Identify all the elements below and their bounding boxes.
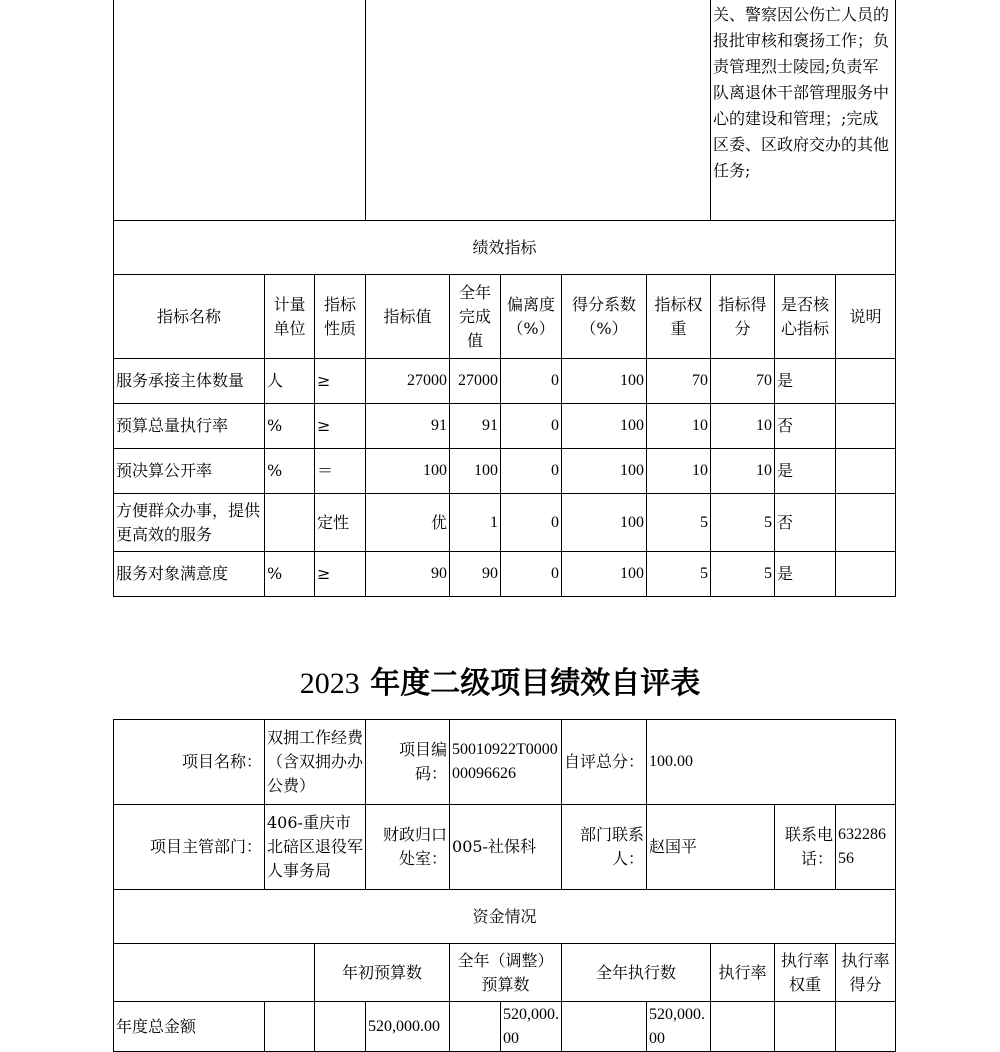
indicator-unit: % [265, 449, 315, 494]
header-initial-budget: 年初预算数 [315, 944, 450, 1002]
page-title [0, 660, 1000, 708]
blank-cell [265, 1002, 315, 1052]
header-execution-rate: 执行率 [711, 944, 775, 1002]
header-adjusted-budget: 全年（调整）预算数 [450, 944, 562, 1002]
indicator-score: 70 [711, 359, 775, 404]
indicator-coef: 100 [562, 359, 647, 404]
header-core: 是否核心指标 [775, 275, 836, 359]
blank-cell [562, 1002, 647, 1052]
table-row [114, 1002, 896, 1052]
header-rate-score: 执行率得分 [836, 944, 896, 1002]
indicator-deviation: 0 [501, 404, 562, 449]
header-score: 指标得分 [711, 275, 775, 359]
indicator-note [836, 494, 896, 552]
indicator-deviation: 0 [501, 359, 562, 404]
indicator-nature: 定性 [315, 494, 366, 552]
project-self-evaluation-table [113, 719, 896, 1052]
indicator-nature: ≥ [315, 359, 366, 404]
blank-cell [366, 0, 711, 221]
indicator-unit: % [265, 404, 315, 449]
header-nature: 指标性质 [315, 275, 366, 359]
self-score-label: 自评总分： [562, 720, 647, 805]
indicator-name: 服务对象满意度 [114, 552, 265, 597]
title-text: 年度二级项目绩效自评表 [359, 666, 701, 701]
indicator-unit [265, 494, 315, 552]
indicator-actual: 1 [450, 494, 501, 552]
total-initial: 520,000.00 [366, 1002, 450, 1052]
header-actual: 全年完成值 [450, 275, 501, 359]
header-deviation: 偏离度（%） [501, 275, 562, 359]
total-label: 年度总金额 [114, 1002, 265, 1052]
indicator-value: 90 [366, 552, 450, 597]
indicator-nature: ＝ [315, 449, 366, 494]
indicator-core: 是 [775, 552, 836, 597]
total-adjusted: 520,000.00 [501, 1002, 562, 1052]
indicator-name: 预算总量执行率 [114, 404, 265, 449]
header-row [114, 275, 896, 359]
indicator-unit: % [265, 552, 315, 597]
indicator-value: 91 [366, 404, 450, 449]
blank-cell [450, 1002, 501, 1052]
phone-label: 联系电话： [775, 805, 836, 890]
indicator-score: 10 [711, 449, 775, 494]
indicator-actual: 91 [450, 404, 501, 449]
contact: 赵国平 [647, 805, 775, 890]
dept: 406-重庆市北碚区退役军人事务局 [265, 805, 366, 890]
indicator-note [836, 552, 896, 597]
indicator-value: 优 [366, 494, 450, 552]
blank-cell [114, 944, 315, 1002]
self-score: 100.00 [647, 720, 896, 805]
table-row [114, 449, 896, 494]
indicator-weight: 10 [647, 404, 711, 449]
performance-indicator-table [113, 0, 896, 597]
fund-header-row [114, 944, 896, 1002]
dept-info-row [114, 805, 896, 890]
indicator-note [836, 359, 896, 404]
indicator-note [836, 449, 896, 494]
header-executed: 全年执行数 [562, 944, 711, 1002]
indicator-actual: 100 [450, 449, 501, 494]
indicator-core: 是 [775, 449, 836, 494]
indicator-score: 5 [711, 494, 775, 552]
contact-label: 部门联系人： [562, 805, 647, 890]
indicator-name: 预决算公开率 [114, 449, 265, 494]
indicator-deviation: 0 [501, 552, 562, 597]
indicator-value: 100 [366, 449, 450, 494]
indicator-note [836, 404, 896, 449]
indicator-name: 方便群众办事，提供更高效的服务 [114, 494, 265, 552]
continued-text: 关、警察因公伤亡人员的报批审核和褒扬工作；负责管理烈士陵园;负责军队离退休干部管理服务中心的建设和管理；;完成区委、区政府交办的其他任务; [711, 0, 896, 221]
indicator-weight: 10 [647, 449, 711, 494]
table-row [114, 404, 896, 449]
indicator-core: 否 [775, 494, 836, 552]
project-name-label: 项目名称： [114, 720, 265, 805]
indicator-weight: 70 [647, 359, 711, 404]
finance: 005-社保科 [450, 805, 562, 890]
indicator-core: 否 [775, 404, 836, 449]
finance-label: 财政归口处室： [366, 805, 450, 890]
section-title-funds: 资金情况 [114, 890, 896, 944]
blank-cell [114, 0, 366, 221]
indicator-weight: 5 [647, 552, 711, 597]
header-note: 说明 [836, 275, 896, 359]
indicator-score: 10 [711, 404, 775, 449]
indicator-nature: ≥ [315, 552, 366, 597]
project-code: 50010922T000000096626 [450, 720, 562, 805]
blank-cell [836, 1002, 896, 1052]
indicator-weight: 5 [647, 494, 711, 552]
indicator-value: 27000 [366, 359, 450, 404]
project-info-row [114, 720, 896, 805]
header-name: 指标名称 [114, 275, 265, 359]
table-row [114, 359, 896, 404]
total-executed: 520,000.00 [647, 1002, 711, 1052]
phone: 63228656 [836, 805, 896, 890]
blank-cell [315, 1002, 366, 1052]
section-title-indicators: 绩效指标 [114, 221, 896, 275]
dept-label: 项目主管部门： [114, 805, 265, 890]
indicator-unit: 人 [265, 359, 315, 404]
title-year: 2023 [299, 667, 360, 700]
indicator-coef: 100 [562, 494, 647, 552]
project-name: 双拥工作经费（含双拥办办公费） [265, 720, 366, 805]
table-row [114, 494, 896, 552]
table-row [114, 552, 896, 597]
indicator-coef: 100 [562, 552, 647, 597]
indicator-actual: 90 [450, 552, 501, 597]
blank-cell [711, 1002, 775, 1052]
indicator-coef: 100 [562, 449, 647, 494]
header-rate-weight: 执行率权重 [775, 944, 836, 1002]
indicator-deviation: 0 [501, 449, 562, 494]
header-coef: 得分系数（%） [562, 275, 647, 359]
project-code-label: 项目编码： [366, 720, 450, 805]
indicator-nature: ≥ [315, 404, 366, 449]
header-value: 指标值 [366, 275, 450, 359]
header-unit: 计量单位 [265, 275, 315, 359]
blank-cell [775, 1002, 836, 1052]
indicator-coef: 100 [562, 404, 647, 449]
indicator-name: 服务承接主体数量 [114, 359, 265, 404]
indicator-actual: 27000 [450, 359, 501, 404]
continued-row [114, 0, 896, 221]
header-weight: 指标权重 [647, 275, 711, 359]
indicator-score: 5 [711, 552, 775, 597]
indicator-core: 是 [775, 359, 836, 404]
indicator-deviation: 0 [501, 494, 562, 552]
